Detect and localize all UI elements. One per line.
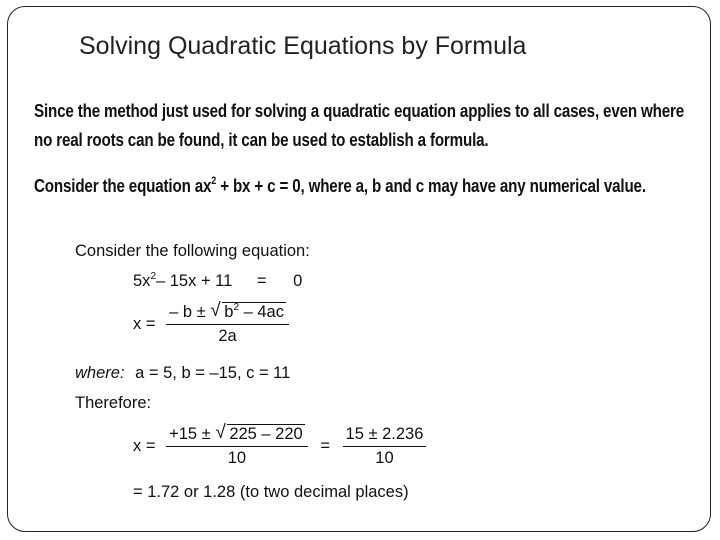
sub-lhs: x = [133, 437, 156, 455]
intro-eq-exponent: 2 [211, 175, 217, 187]
formula-sqrt [210, 300, 286, 322]
sub2-fraction [343, 425, 427, 468]
sub-num-prefix: +15 ± [169, 425, 211, 443]
formula-lhs: x = [133, 315, 156, 333]
intro-eq-part-b: + bx + c = 0, where a, b and c may have any numerical value. [216, 175, 646, 196]
intro-line-1: Since the method just used for solving a quadratic equation applies to all cases, even where [34, 100, 685, 121]
final-result: = 1.72 or 1.28 (to two decimal places) [133, 483, 409, 501]
example-heading: Consider the following equation: [75, 242, 310, 260]
equation-lhs-a: 5x [133, 272, 151, 290]
substituted-formula [133, 422, 426, 468]
intro-line-2: no real roots can be found, it can be used to establish a formula. [34, 129, 489, 150]
equation-lhs-b: – 15x + 11 [156, 272, 233, 290]
equation-rhs: 0 [293, 272, 303, 290]
sub-equals: = [320, 437, 330, 455]
formula-radicand [222, 302, 286, 321]
equation-equals: = [256, 272, 267, 290]
sub-fraction [166, 422, 308, 468]
example-equation [133, 272, 302, 291]
sub-numerator [166, 422, 308, 447]
where-label: where: [75, 364, 125, 382]
formula-num-prefix: – b ± [169, 303, 206, 321]
sqrt-sign-icon: √ [215, 422, 226, 443]
coefficient-values [75, 364, 290, 383]
sub-denominator: 10 [227, 449, 247, 467]
intro-eq-part-a: Consider the equation ax [34, 175, 212, 196]
intro-general-equation [34, 175, 646, 197]
sub2-numerator: 15 ± 2.236 [343, 425, 427, 447]
page-title: Solving Quadratic Equations by Formula [79, 32, 527, 60]
sub2-denominator: 10 [375, 449, 394, 467]
therefore-label: Therefore: [75, 394, 152, 412]
sqrt-sign-icon: √ [210, 300, 221, 321]
formula-numerator [166, 300, 289, 325]
where-values: a = 5, b = –15, c = 11 [135, 364, 291, 382]
formula-fraction [166, 300, 289, 346]
radicand-exponent: 2 [233, 302, 239, 313]
sub-radicand: 225 – 220 [229, 425, 303, 443]
equation-exponent: 2 [150, 271, 156, 282]
sub-sqrt [215, 422, 304, 444]
quadratic-formula [133, 300, 289, 346]
radicand-rest: – 4ac [239, 303, 284, 321]
formula-denominator: 2a [218, 327, 237, 345]
radicand-b: b [224, 303, 234, 321]
